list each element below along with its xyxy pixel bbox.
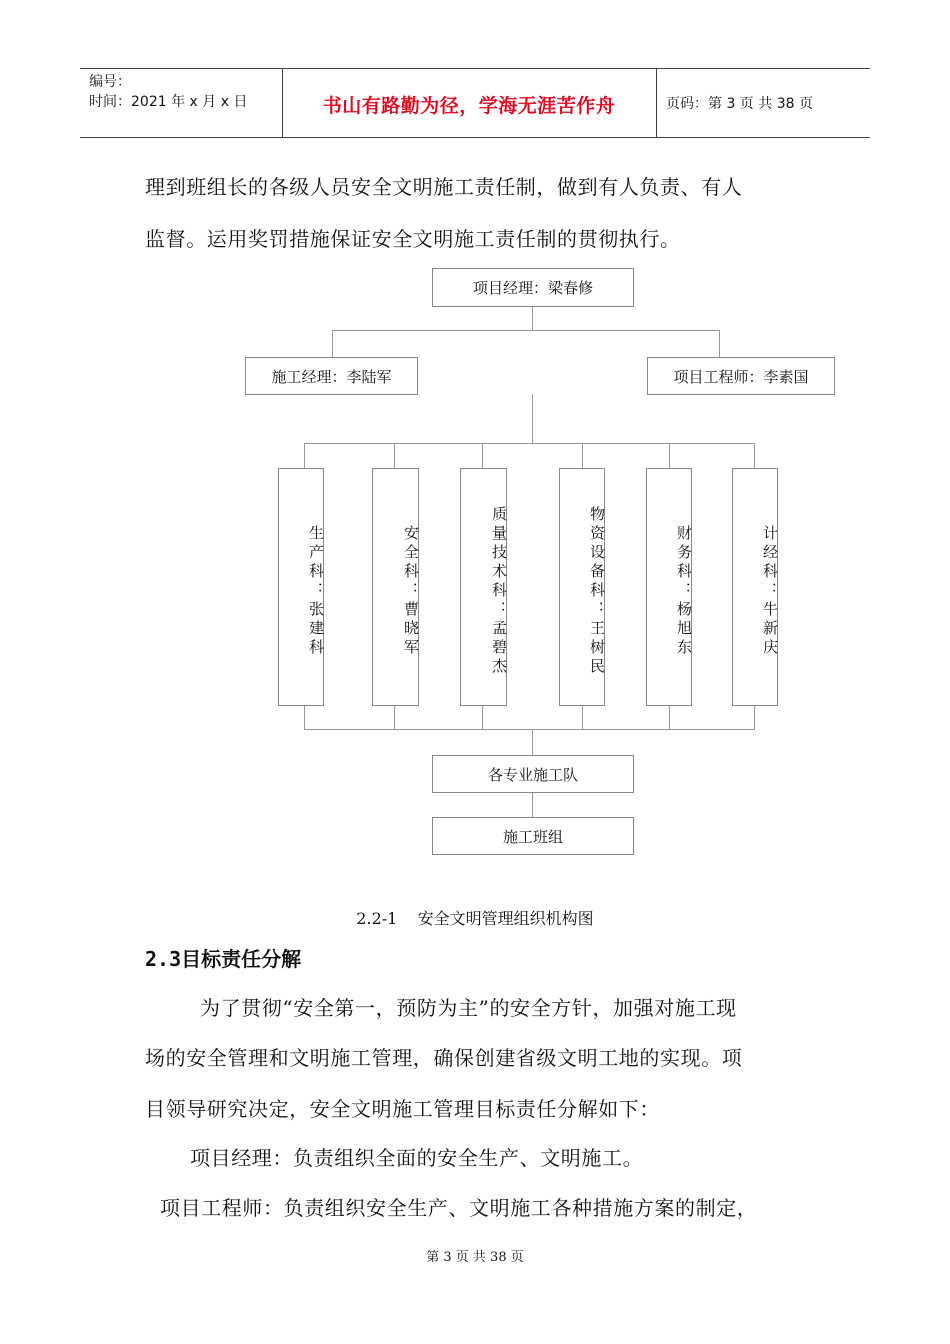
number-label: 编号： — [89, 74, 131, 90]
org-node-safety-dept: 安全科：曹晓军 — [372, 468, 419, 706]
org-node-project-manager: 项目经理：梁春修 — [432, 268, 634, 307]
org-node-quality-dept: 质量技术科：孟碧杰 — [460, 468, 507, 706]
page-header — [80, 68, 870, 138]
motto: 书山有路勤为径，学海无涯苦作舟 — [322, 95, 616, 117]
org-node-work-groups: 施工班组 — [432, 817, 634, 855]
page-label: 页码：第 3 页 共 38 页 — [666, 96, 813, 112]
org-node-production-dept: 生产科：张建科 — [278, 468, 324, 706]
org-node-construction-teams: 各专业施工队 — [432, 755, 634, 793]
org-node-finance-dept: 财务科：杨旭东 — [646, 468, 692, 706]
intro-line-1: 理到班组长的各级人员安全文明施工责任制，做到有人负责、有人 — [145, 175, 743, 199]
org-node-materials-dept: 物资设备科：王树民 — [559, 468, 605, 706]
para1-line-3: 目领导研究决定，安全文明施工管理目标责任分解如下： — [145, 1097, 660, 1121]
para1-line-1: 为了贯彻“安全第一，预防为主”的安全方针，加强对施工现 — [200, 996, 737, 1020]
org-node-planning-dept: 计经科：牛新庆 — [732, 468, 778, 706]
para2: 项目经理：负责组织全面的安全生产、文明施工。 — [190, 1146, 644, 1170]
intro-line-2: 监督。运用奖罚措施保证安全文明施工责任制的贯彻执行。 — [145, 227, 681, 251]
time-label: 时间：2021 年 x 月 x 日 — [89, 94, 248, 110]
para1-line-2: 场的安全管理和文明施工管理，确保创建省级文明工地的实现。项 — [145, 1046, 743, 1070]
org-node-construction-manager: 施工经理：李陆军 — [245, 357, 418, 395]
para3: 项目工程师：负责组织安全生产、文明施工各种措施方案的制定， — [160, 1196, 758, 1220]
page-footer: 第 3 页 共 38 页 — [426, 1250, 524, 1265]
org-node-project-engineer: 项目工程师：李素国 — [647, 357, 835, 395]
figure-caption: 2.2-1 安全文明管理组织机构图 — [356, 909, 594, 928]
section-heading: 2.3目标责任分解 — [145, 947, 302, 971]
header-info-cell — [80, 69, 283, 137]
header-page-cell — [657, 69, 870, 137]
header-motto-cell — [282, 69, 657, 137]
